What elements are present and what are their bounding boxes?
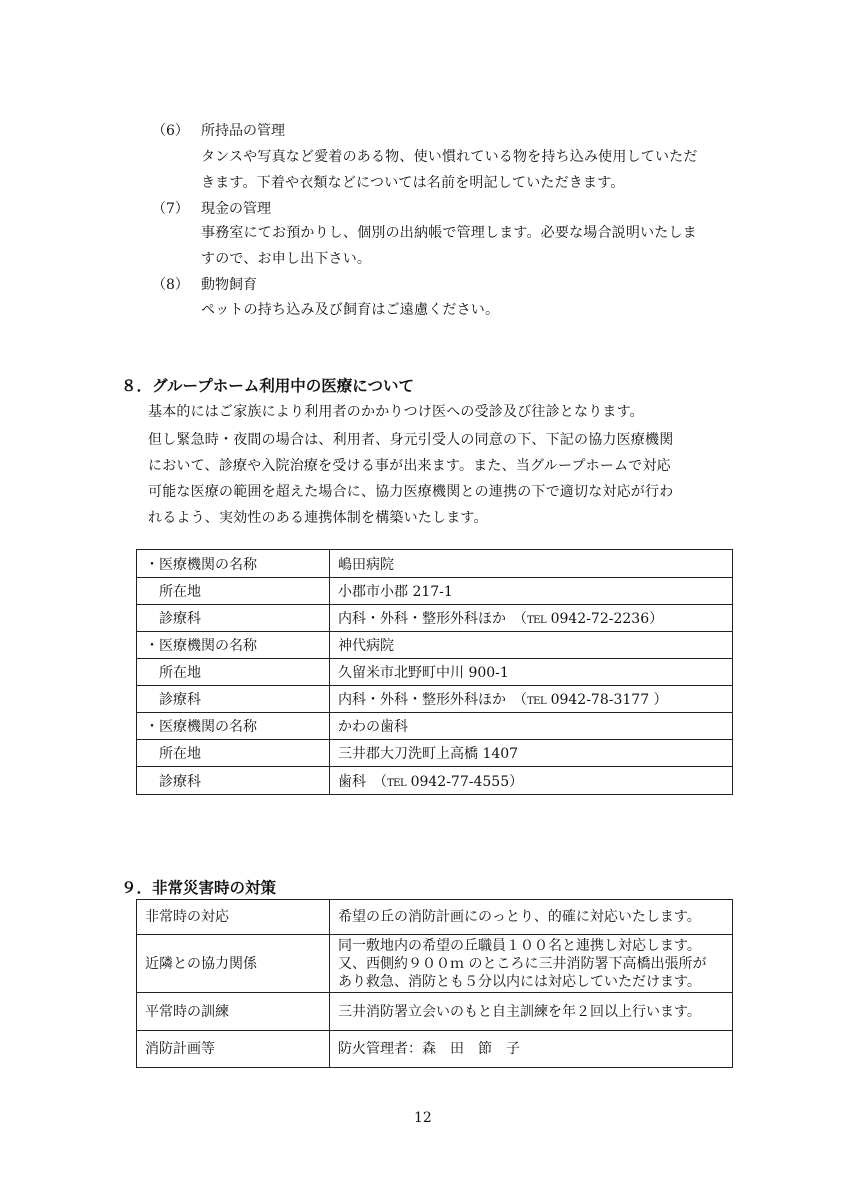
value-line: 同一敷地内の希望の丘職員１００名と連携し対応します。 — [338, 937, 701, 954]
phone-number: 0942-72-2236） — [546, 611, 664, 627]
row-label: 平常時の訓練 — [137, 993, 330, 1031]
disaster-measures-table — [136, 899, 733, 1068]
section-8-paragraph-line: において、診療や入院治療を受ける事が出来ます。また、当グループホームで対応 — [148, 458, 671, 474]
row-value — [330, 605, 733, 632]
medical-institutions-table — [136, 549, 733, 795]
row-value: 小郡市小郡 217-1 — [330, 578, 733, 605]
table-row — [137, 550, 733, 578]
table-row — [137, 900, 733, 935]
table-row — [137, 740, 733, 767]
section-8-paragraph-line: れるよう、実効性のある連携体制を構築いたします。 — [148, 510, 488, 526]
phone-number: 0942-78-3177 ） — [546, 692, 668, 708]
row-label: 所在地 — [137, 578, 330, 605]
table-row — [137, 686, 733, 713]
row-label: 診療科 — [137, 767, 330, 795]
tel-mark: TEL — [527, 615, 547, 626]
phone-number: 0942-77-4555） — [406, 773, 524, 790]
row-value: かわの歯科 — [330, 713, 733, 740]
item-6-line: きます。下着や衣類などについては名前を明記していただきます。 — [201, 175, 625, 191]
tel-mark: TEL — [527, 696, 547, 707]
row-label: 診療科 — [137, 605, 330, 632]
row-value: 希望の丘の消防計画にのっとり、的確に対応いたします。 — [330, 900, 733, 935]
page-number: 12 — [414, 1110, 432, 1126]
table-row — [137, 1031, 733, 1068]
table-row — [137, 713, 733, 740]
tel-mark: TEL — [387, 777, 407, 789]
table-row — [137, 632, 733, 659]
row-value — [330, 686, 733, 713]
table-row — [137, 578, 733, 605]
row-value: 神代病院 — [330, 632, 733, 659]
table-row — [137, 935, 733, 993]
table-row — [137, 993, 733, 1031]
section-9-heading: ９．非常災害時の対策 — [121, 879, 277, 897]
section-8-paragraph-line: 基本的にはご家族により利用者のかかりつけ医への受診及び往診となります。 — [148, 404, 644, 420]
value-line: 又、西側約９００ｍ のところに三井消防署下高橋出張所が — [338, 955, 707, 972]
section-8-paragraph-line: 可能な医療の範囲を超えた場合に、協力医療機関との連携の下で適切な対応が行わ — [148, 484, 674, 500]
item-7-line: 事務室にてお預かりし、個別の出納帳で管理します。必要な場合説明いたしま — [201, 225, 697, 241]
row-value: 防火管理者：森 田 節 子 — [330, 1031, 733, 1068]
item-8-title: 動物飼育 — [201, 277, 257, 293]
item-6-number: （6） — [152, 123, 189, 139]
row-value: 三井消防署立会いのもと自主訓練を年２回以上行います。 — [330, 993, 733, 1031]
item-8-number: （8） — [152, 277, 189, 293]
row-label: 所在地 — [137, 659, 330, 686]
row-label: ・医療機関の名称 — [137, 550, 330, 578]
row-label: 診療科 — [137, 686, 330, 713]
table-row — [137, 659, 733, 686]
row-value — [330, 767, 733, 795]
item-6-title: 所持品の管理 — [201, 123, 285, 139]
item-7-number: （7） — [152, 201, 189, 217]
table-row — [137, 605, 733, 632]
row-value: 久留米市北野町中川 900-1 — [330, 659, 733, 686]
row-value: 三井郡大刀洗町上高橋 1407 — [330, 740, 733, 767]
row-label: 近隣との協力関係 — [137, 935, 330, 993]
value-text: 内科・外科・整形外科ほか （ — [338, 611, 527, 627]
row-label: 所在地 — [137, 740, 330, 767]
row-label: 消防計画等 — [137, 1031, 330, 1068]
value-line: あり救急、消防とも５分以内には対応していただけます。 — [338, 973, 701, 990]
item-7-title: 現金の管理 — [201, 201, 271, 217]
row-label: ・医療機関の名称 — [137, 713, 330, 740]
item-7-line: すので、お申し出下さい。 — [201, 251, 372, 267]
item-8-line: ペットの持ち込み及び飼育はご遠慮ください。 — [201, 302, 500, 318]
table-row — [137, 767, 733, 795]
row-value — [330, 935, 733, 993]
value-text: 歯科 （ — [338, 773, 387, 790]
row-label: 非常時の対応 — [137, 900, 330, 935]
row-value: 嶋田病院 — [330, 550, 733, 578]
section-8-heading: ８．グループホーム利用中の医療について — [121, 377, 414, 395]
item-6-line: タンスや写真など愛着のある物、使い慣れている物を持ち込み使用していただ — [201, 149, 698, 165]
section-8-paragraph-line: 但し緊急時・夜間の場合は、利用者、身元引受人の同意の下、下記の協力医療機関 — [148, 432, 674, 448]
row-label: ・医療機関の名称 — [137, 632, 330, 659]
value-text: 内科・外科・整形外科ほか （ — [338, 692, 527, 708]
